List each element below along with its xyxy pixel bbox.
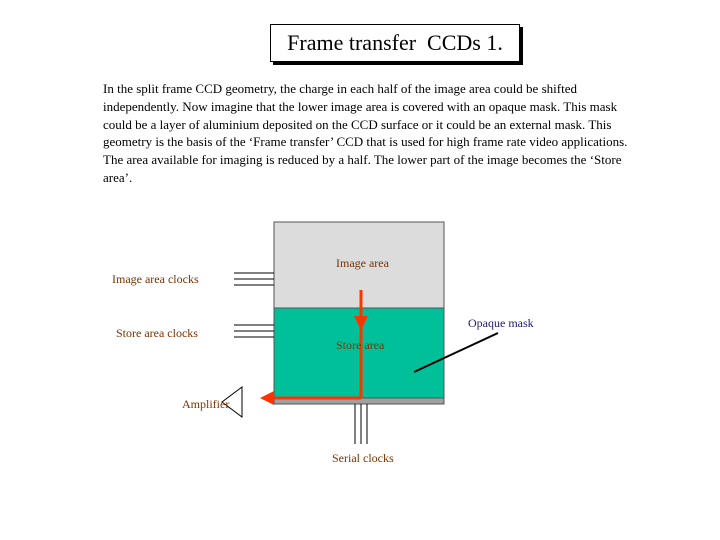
opaque-mask-label: Opaque mask — [468, 316, 534, 330]
image-area-label: Image area — [336, 256, 389, 270]
amplifier-label: Amplifier — [182, 397, 230, 411]
page-title: Frame transfer CCDs 1. — [270, 24, 520, 62]
serial-clock-lines — [355, 404, 367, 444]
horizontal-arrow-head — [260, 391, 274, 405]
store-area-label: Store area — [336, 338, 385, 352]
image-area-clock-lines — [234, 273, 274, 285]
store-area-clocks-label: Store area clocks — [116, 326, 198, 340]
description-paragraph: In the split frame CCD geometry, the charge in each half of the image area could be shifted independently. Now imagine that the lower image area is covered with an opaque mask. This mask could be a layer of aluminium deposited on the CCD surface or it could be an external mask. This geometry is the basis of the ‘Frame transfer’ CCD that is used for high frame rate video applications. The area available for imaging is reduced by a half. The lower part of the image becomes the ‘Store area’. — [103, 81, 628, 185]
store-area-clock-lines — [234, 325, 274, 337]
serial-clocks-label: Serial clocks — [332, 451, 394, 465]
image-area-clocks-label: Image area clocks — [112, 272, 199, 286]
